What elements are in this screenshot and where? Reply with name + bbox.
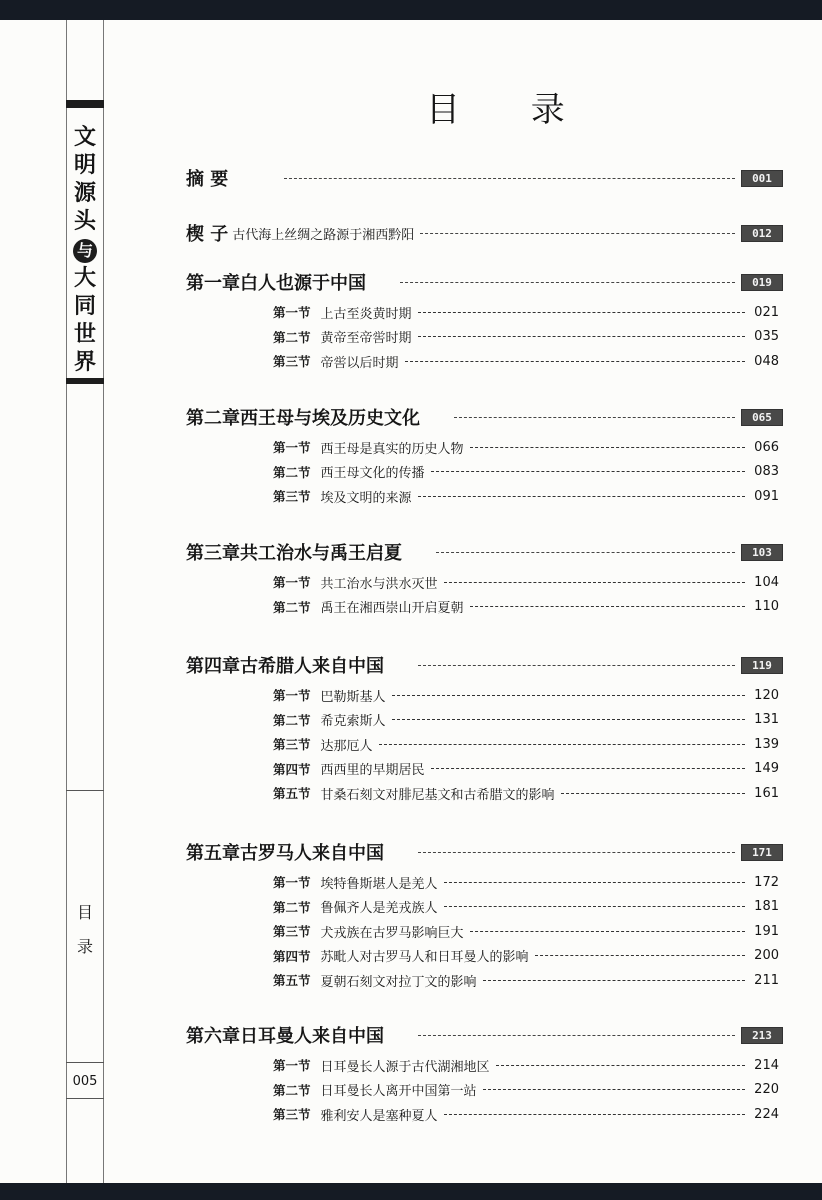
section-page-number: 120 — [754, 687, 779, 703]
section-title: 埃及文明的来源 — [320, 490, 412, 506]
section-title: 夏朝石刻文对拉丁文的影响 — [320, 974, 477, 990]
chapter-title: 日耳曼人来自中国 — [240, 1026, 384, 1047]
section-title: 西王母是真实的历史人物 — [320, 441, 464, 457]
section-label: 第二节 — [273, 899, 311, 915]
chapter-page-badge: 019 — [741, 274, 783, 291]
section-label: 第三节 — [273, 924, 311, 939]
spine-title-char: 界 — [73, 350, 96, 375]
toc-section-row[interactable] — [273, 871, 779, 893]
section-label: 第一节 — [273, 440, 311, 455]
section-label: 第二节 — [273, 329, 311, 345]
section-page-number: 220 — [754, 1082, 779, 1097]
section-page-number: 035 — [754, 329, 779, 344]
section-title: 甘桑石刻文对腓尼基文和古希腊文的影响 — [320, 787, 555, 803]
section-label: 第一节 — [273, 875, 311, 890]
dot-leader — [418, 336, 745, 337]
chapter-page-badge: 065 — [741, 409, 783, 426]
section-title: 共工治水与洪水灭世 — [320, 576, 438, 592]
section-page-number: 200 — [754, 948, 779, 963]
section-label: 第五节 — [273, 786, 311, 801]
section-label: 第三节 — [273, 489, 311, 504]
toc-section-row[interactable] — [273, 461, 779, 483]
dot-leader — [436, 552, 735, 553]
spine-title-char: 大 — [73, 266, 96, 291]
chapter-title: 西王母与埃及历史文化 — [240, 408, 420, 429]
section-title: 帝喾以后时期 — [320, 355, 399, 371]
toc-section-row[interactable] — [273, 1054, 779, 1076]
section-page-number: 224 — [754, 1106, 779, 1122]
section-label: 第三节 — [273, 1107, 311, 1122]
chapter-title: 古希腊人来自中国 — [240, 656, 384, 677]
section-page-number: 021 — [754, 304, 779, 320]
section-title: 犬戎族在古罗马影响巨大 — [320, 925, 464, 941]
section-label: 第三节 — [273, 354, 311, 369]
section-page-number: 110 — [754, 599, 779, 614]
dot-leader — [444, 906, 745, 907]
toc-section-row[interactable] — [273, 571, 779, 593]
dot-leader — [284, 178, 735, 179]
toc-section-row[interactable] — [273, 782, 779, 804]
toc-section-row[interactable] — [273, 350, 779, 372]
section-page-number: 048 — [754, 353, 779, 369]
section-page-number: 104 — [754, 574, 779, 590]
dot-leader — [444, 582, 745, 583]
section-label: 第二节 — [273, 599, 311, 615]
dot-leader — [535, 955, 745, 956]
toc-chapter-row[interactable] — [186, 838, 783, 866]
chapter-label: 摘 要 — [186, 169, 229, 190]
section-label: 第一节 — [273, 575, 311, 590]
section-page-number: 131 — [754, 712, 779, 727]
toc-section-row[interactable] — [273, 758, 779, 780]
chapter-page-badge: 001 — [741, 170, 783, 187]
spine-title-char: 明 — [73, 153, 96, 178]
chapter-label: 第三章 — [186, 543, 240, 564]
toc-chapter-row[interactable] — [186, 1021, 783, 1049]
toc-section-row[interactable] — [273, 920, 779, 942]
section-label: 第一节 — [273, 688, 311, 703]
dot-leader — [454, 417, 735, 418]
section-page-number: 149 — [754, 761, 779, 776]
section-page-number: 172 — [754, 874, 779, 890]
dot-leader — [420, 233, 735, 234]
dot-leader — [483, 1089, 745, 1090]
spine-title-char: 头 — [73, 209, 96, 234]
spine-title-char: 文 — [73, 125, 96, 150]
section-label: 第三节 — [273, 737, 311, 752]
section-label: 第五节 — [273, 973, 311, 988]
chapter-page-badge: 103 — [741, 544, 783, 561]
section-title: 禹王在湘西崇山开启夏朝 — [320, 601, 464, 616]
chapter-title: 白人也源于中国 — [240, 273, 366, 294]
toc-section-row[interactable] — [273, 709, 779, 731]
spine-section-char: 目 — [76, 903, 93, 922]
page-title: 目 录 — [426, 90, 595, 130]
section-page-number: 066 — [754, 439, 779, 455]
section-title: 日耳曼长人源于古代湖湘地区 — [320, 1059, 490, 1075]
dot-leader — [444, 882, 745, 883]
chapter-label: 第五章 — [186, 843, 240, 864]
section-page-number: 214 — [754, 1057, 779, 1073]
section-page-number: 191 — [754, 923, 779, 939]
toc-section-row[interactable] — [273, 326, 779, 348]
toc-section-row[interactable] — [273, 733, 779, 755]
section-title: 西西里的早期居民 — [320, 763, 425, 778]
toc-section-row[interactable] — [273, 684, 779, 706]
dot-leader — [392, 719, 745, 720]
dot-leader — [496, 1065, 745, 1066]
toc-section-row[interactable] — [273, 1103, 779, 1125]
section-title: 埃特鲁斯堪人是羌人 — [320, 876, 438, 892]
toc-section-row[interactable] — [273, 969, 779, 991]
chapter-label: 第二章 — [186, 408, 240, 429]
section-page-number: 091 — [754, 488, 779, 504]
section-label: 第四节 — [273, 948, 311, 964]
section-title: 达那厄人 — [320, 738, 373, 754]
dot-leader — [470, 931, 745, 932]
section-title: 巴勒斯基人 — [320, 689, 386, 705]
dot-leader — [418, 496, 745, 497]
chapter-label: 楔 子 — [186, 224, 229, 245]
spine-title-char: 源 — [73, 181, 96, 206]
dot-leader — [418, 665, 735, 666]
chapter-title: 共工治水与禹王启夏 — [240, 543, 402, 564]
chapter-label: 第四章 — [186, 656, 240, 677]
section-page-number: 083 — [754, 464, 779, 479]
section-title: 苏毗人对古罗马人和日耳曼人的影响 — [320, 950, 529, 965]
chapter-label: 第六章 — [186, 1026, 240, 1047]
spine-title-char: 世 — [73, 322, 96, 347]
toc-section-row[interactable] — [273, 945, 779, 967]
toc-chapter-row[interactable] — [186, 268, 783, 296]
dot-leader — [379, 744, 745, 745]
toc-chapter-row[interactable] — [186, 164, 783, 192]
dot-leader — [400, 282, 735, 283]
section-page-number: 181 — [754, 899, 779, 914]
section-label: 第二节 — [273, 1082, 311, 1098]
dot-leader — [470, 447, 745, 448]
spine-title-char: 同 — [73, 294, 96, 319]
section-title: 鲁佩齐人是羌戎族人 — [320, 901, 438, 916]
toc-section-row[interactable] — [273, 596, 779, 618]
chapter-title: 古代海上丝绸之路源于湘西黔阳 — [232, 227, 415, 243]
section-label: 第二节 — [273, 464, 311, 480]
dot-leader — [405, 361, 745, 362]
section-page-number: 211 — [754, 972, 779, 988]
dot-leader — [561, 793, 745, 794]
section-label: 第四节 — [273, 761, 311, 777]
dot-leader — [392, 695, 745, 696]
section-label: 第一节 — [273, 305, 311, 320]
chapter-label: 第一章 — [186, 273, 240, 294]
chapter-page-badge: 213 — [741, 1027, 783, 1044]
toc-chapter-row[interactable] — [186, 219, 783, 247]
chapter-title: 古罗马人来自中国 — [240, 843, 384, 864]
section-title: 日耳曼长人离开中国第一站 — [320, 1084, 477, 1099]
spine-title-char: 与 — [73, 239, 97, 263]
dot-leader — [431, 471, 745, 472]
section-label: 第二节 — [273, 712, 311, 728]
section-title: 西王母文化的传播 — [320, 466, 425, 481]
chapter-page-badge: 012 — [741, 225, 783, 242]
page-number: 005 — [72, 1074, 98, 1089]
section-title: 黄帝至帝喾时期 — [320, 331, 412, 346]
section-title: 希克索斯人 — [320, 714, 386, 729]
dot-leader — [444, 1114, 745, 1115]
chapter-page-badge: 119 — [741, 657, 783, 674]
section-label: 第一节 — [273, 1058, 311, 1073]
toc-section-row[interactable] — [273, 896, 779, 918]
spine-section-char: 录 — [76, 937, 93, 956]
toc-section-row[interactable] — [273, 436, 779, 458]
section-page-number: 161 — [754, 785, 779, 801]
section-title: 上古至炎黄时期 — [320, 306, 412, 322]
dot-leader — [418, 1035, 735, 1036]
toc-section-row[interactable] — [273, 1079, 779, 1101]
section-page-number: 139 — [754, 736, 779, 752]
section-title: 雅利安人是塞种夏人 — [320, 1108, 438, 1124]
toc-chapter-row[interactable] — [186, 538, 783, 566]
dot-leader — [483, 980, 745, 981]
toc-chapter-row[interactable] — [186, 403, 783, 431]
toc-section-row[interactable] — [273, 301, 779, 323]
dot-leader — [418, 852, 735, 853]
dot-leader — [470, 606, 745, 607]
dot-leader — [431, 768, 745, 769]
toc-chapter-row[interactable] — [186, 651, 783, 679]
dot-leader — [418, 312, 745, 313]
toc-section-row[interactable] — [273, 485, 779, 507]
chapter-page-badge: 171 — [741, 844, 783, 861]
